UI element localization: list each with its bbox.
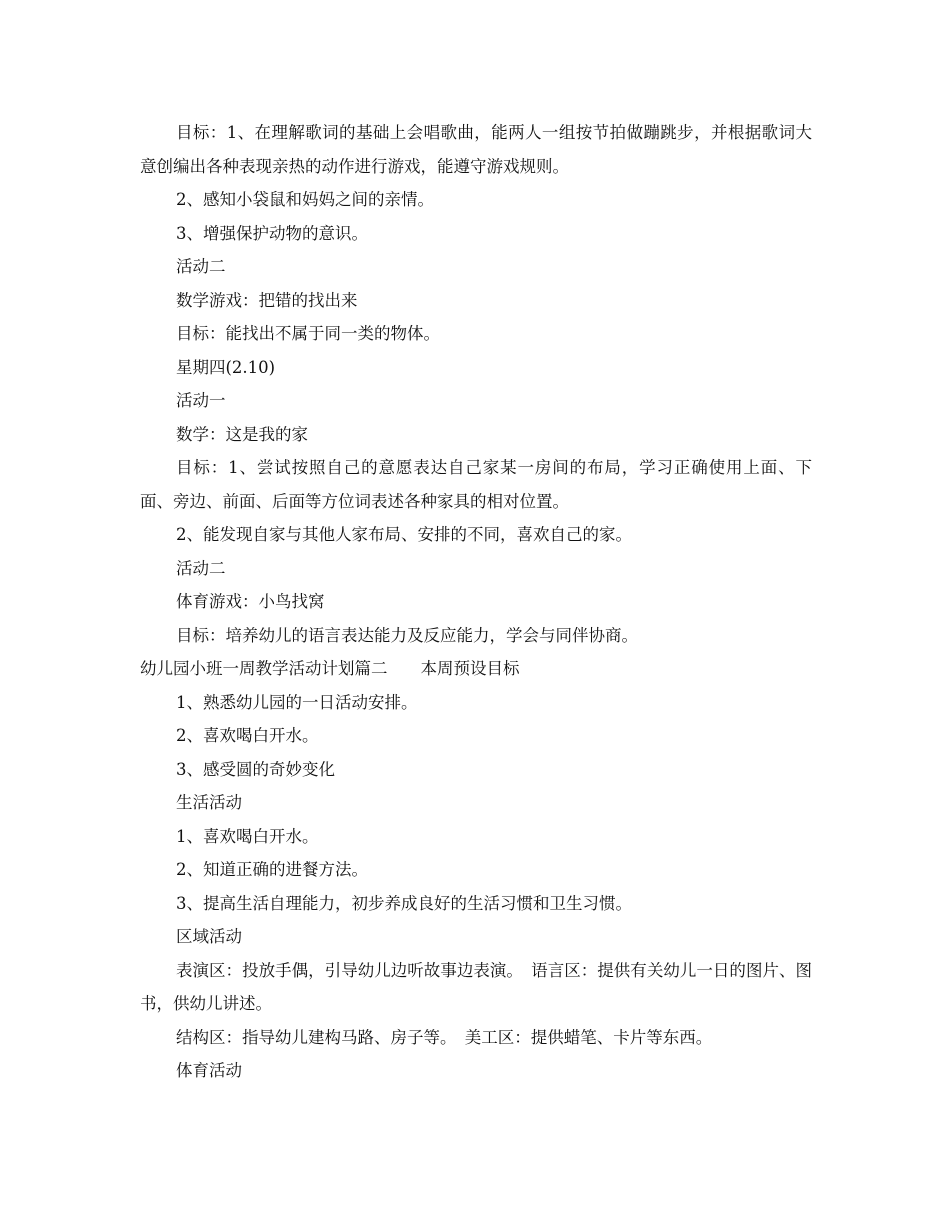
paragraph-area-performance: 表演区：投放手偶，引导幼儿边听故事边表演。 语言区：提供有关幼儿一日的图片、图书，供幼儿讲述。 — [140, 960, 812, 1013]
paragraph-preset-2: 2、喜欢喝白开水。 — [176, 726, 319, 745]
paragraph-life-3: 3、提高生活自理能力，初步养成良好的生活习惯和卫生习惯。 — [176, 893, 632, 913]
heading-activity-two-b: 活动二 — [176, 558, 226, 578]
heading-area-activity: 区域活动 — [176, 927, 242, 946]
paragraph-goal-language: 目标：培养幼儿的语言表达能力及反应能力，学会与同伴协商。 — [176, 625, 638, 645]
heading-life-activity: 生活活动 — [176, 793, 242, 812]
paragraph-preset-3: 3、感受圆的奇妙变化 — [176, 759, 335, 779]
paragraph-math-game: 数学游戏：把错的找出来 — [176, 290, 358, 310]
heading-thursday: 星期四(2.10) — [176, 357, 276, 377]
paragraph-life-1: 1、喜欢喝白开水。 — [176, 826, 319, 846]
paragraph-goal-3: 3、增强保护动物的意识。 — [176, 223, 368, 243]
paragraph-goal-classify: 目标：能找出不属于同一类的物体。 — [176, 324, 440, 343]
section-title-plan-two: 幼儿园小班一周教学活动计划篇二 本周预设目标 — [140, 659, 520, 678]
heading-activity-one: 活动一 — [176, 391, 226, 410]
paragraph-math-home: 数学：这是我的家 — [176, 424, 308, 444]
document-body — [140, 116, 812, 1088]
paragraph-goal-2: 2、感知小袋鼠和妈妈之间的亲情。 — [176, 190, 434, 209]
heading-activity-two: 活动二 — [176, 257, 226, 276]
heading-pe-activity: 体育活动 — [176, 1061, 242, 1080]
paragraph-pe-game: 体育游戏：小鸟找窝 — [176, 592, 325, 611]
paragraph-goal-home-2: 2、能发现自家与其他人家布局、安排的不同，喜欢自己的家。 — [176, 525, 632, 544]
paragraph-goal-song: 目标：1、在理解歌词的基础上会唱歌曲，能两人一组按节拍做蹦跳步，并根据歌词大意创编出各种表现亲热的动作进行游戏，能遵守游戏规则。 — [140, 123, 812, 176]
paragraph-goal-layout: 目标：1、尝试按照自己的意愿表达自己家某一房间的布局，学习正确使用上面、下面、旁边、前面、后面等方位词表述各种家具的相对位置。 — [140, 458, 812, 511]
paragraph-area-structure: 结构区：指导幼儿建构马路、房子等。 美工区：提供蜡笔、卡片等东西。 — [176, 1027, 713, 1047]
paragraph-life-2: 2、知道正确的进餐方法。 — [176, 860, 368, 879]
paragraph-preset-1: 1、熟悉幼儿园的一日活动安排。 — [176, 692, 418, 712]
